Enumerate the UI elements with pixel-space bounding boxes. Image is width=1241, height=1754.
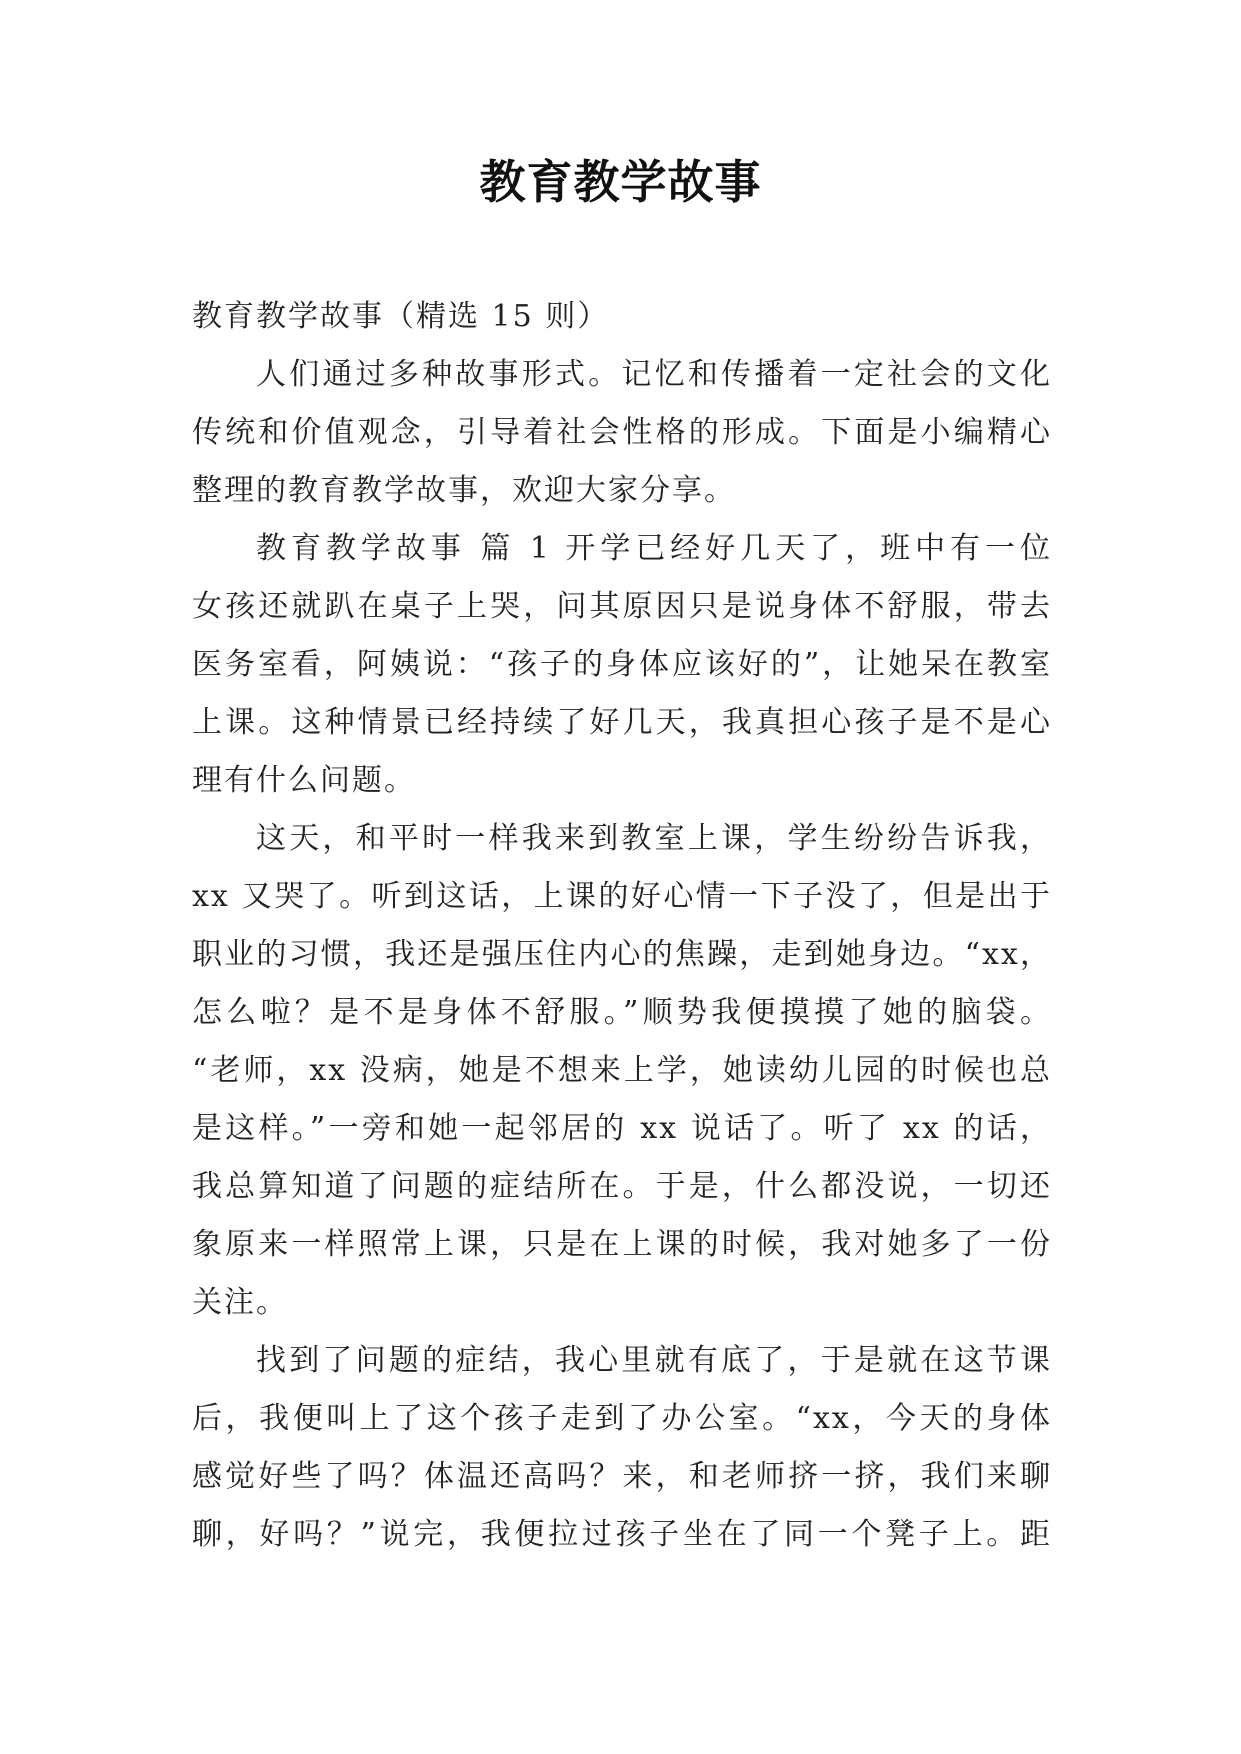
text-line: xx 又哭了。听到这话，上课的好心情一下子没了，但是出于 (192, 879, 1052, 914)
text-line: 象原来一样照常上课，只是在上课的时候，我对她多了一份 (192, 1227, 1052, 1262)
text-line: 后，我便叫上了这个孩子走到了办公室。“xx，今天的身体 (192, 1401, 1052, 1436)
text-line: 医务室看，阿姨说：“孩子的身体应该好的”，让她呆在教室 (192, 647, 1052, 682)
text-line: 整理的教育教学故事，欢迎大家分享。 (192, 473, 736, 508)
document-body (192, 288, 1052, 1564)
text-line: 教育教学故事 篇 1 开学已经好几天了，班中有一位 (256, 531, 1052, 566)
text-line: 上课。这种情景已经持续了好几天，我真担心孩子是不是心 (192, 705, 1052, 740)
text-line: “老师，xx 没病，她是不想来上学，她读幼儿园的时候也总 (192, 1053, 1052, 1088)
text-line: 职业的习惯，我还是强压住内心的焦躁，走到她身边。“xx， (192, 937, 1052, 972)
document-title: 教育教学故事 (479, 155, 762, 209)
text-line: 人们通过多种故事形式。记忆和传播着一定社会的文化 (256, 357, 1052, 392)
text-line: 关注。 (192, 1285, 288, 1320)
text-line: 找到了问题的症结，我心里就有底了，于是就在这节课 (256, 1343, 1052, 1378)
text-line: 是这样。”一旁和她一起邻居的 xx 说话了。听了 xx 的话， (192, 1111, 1052, 1146)
text-line: 理有什么问题。 (192, 763, 416, 798)
text-line: 女孩还就趴在桌子上哭，问其原因只是说身体不舒服，带去 (192, 589, 1052, 624)
text-line: 感觉好些了吗？体温还高吗？来，和老师挤一挤，我们来聊 (192, 1459, 1052, 1494)
text-line: 这天，和平时一样我来到教室上课，学生纷纷告诉我， (256, 821, 1052, 856)
text-line: 传统和价值观念，引导着社会性格的形成。下面是小编精心 (192, 415, 1052, 450)
text-line: 教育教学故事（精选 15 则） (192, 299, 610, 334)
text-line: 聊，好吗？”说完，我便拉过孩子坐在了同一个凳子上。距 (192, 1517, 1052, 1552)
text-line: 怎么啦？是不是身体不舒服。”顺势我便摸摸了她的脑袋。 (192, 995, 1052, 1030)
text-line: 我总算知道了问题的症结所在。于是，什么都没说，一切还 (192, 1169, 1052, 1204)
